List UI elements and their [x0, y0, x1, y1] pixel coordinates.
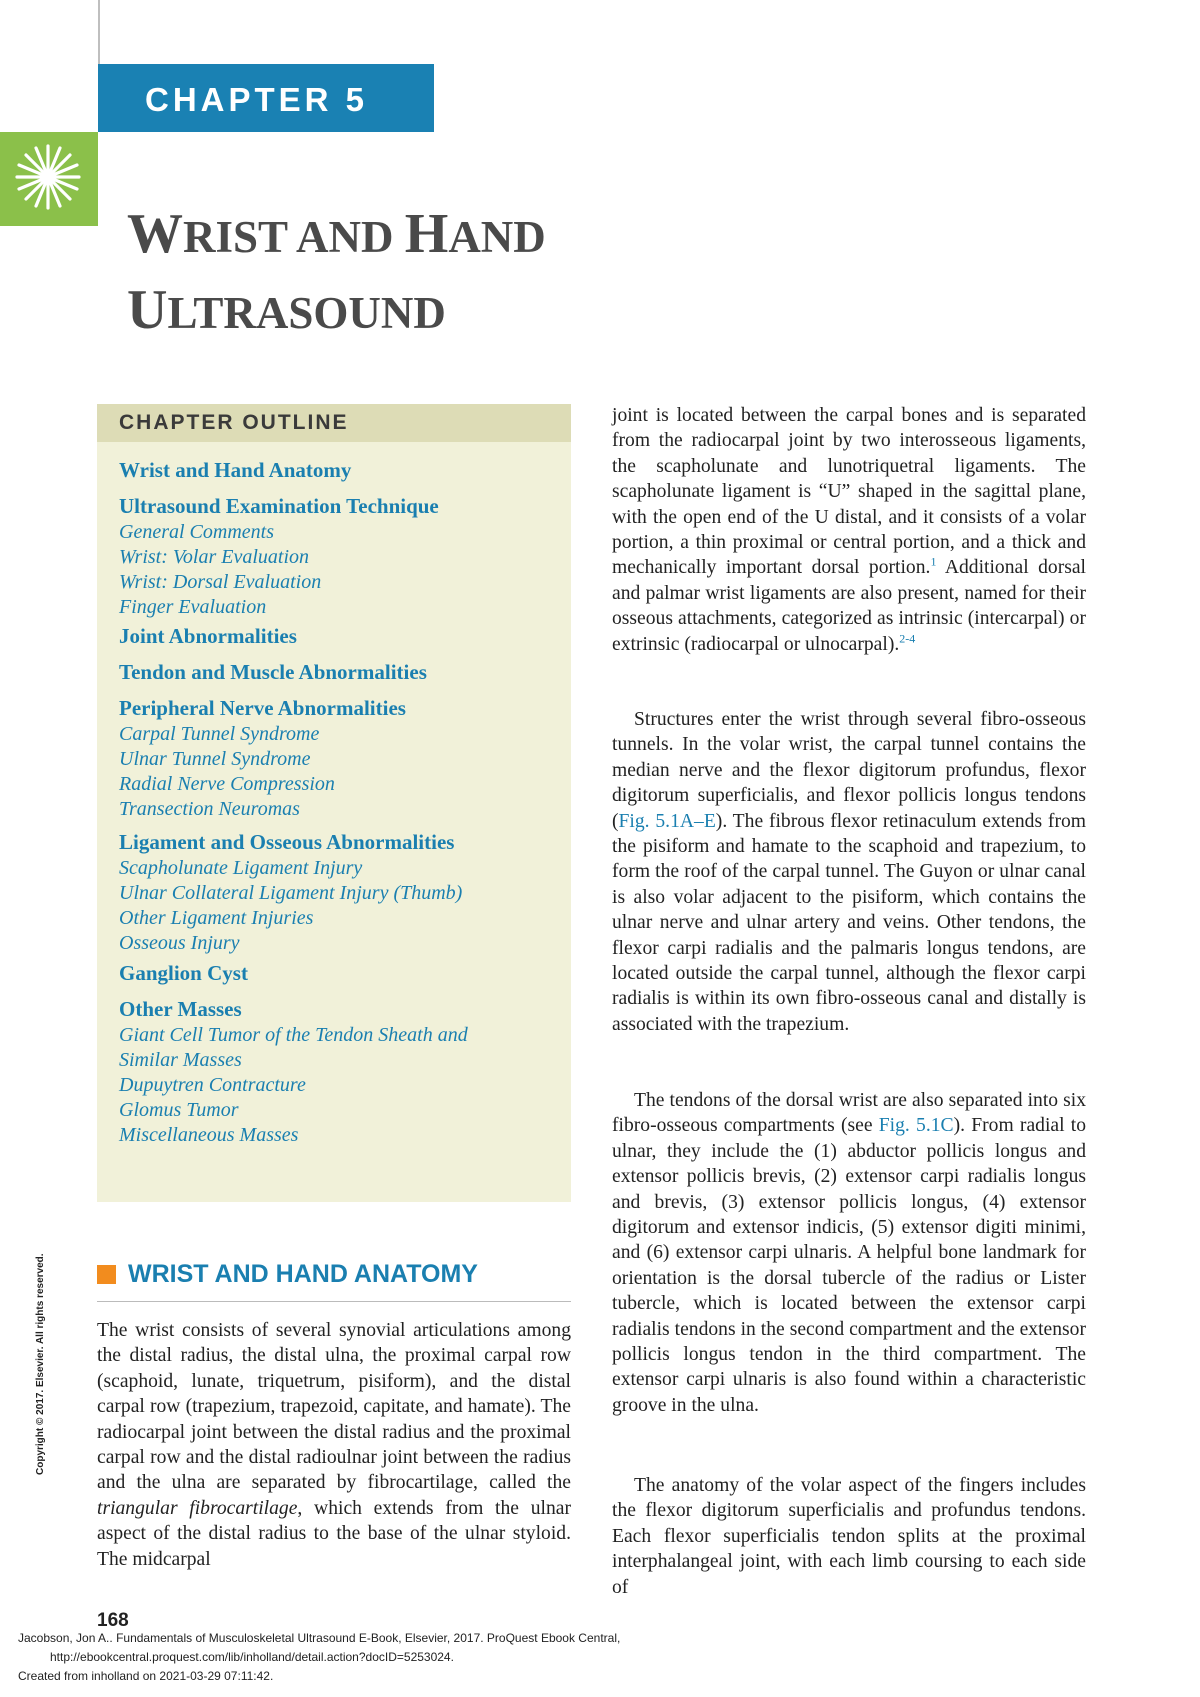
chapter-star-icon-box: [0, 132, 98, 226]
outline-subitem[interactable]: Similar Masses: [119, 1049, 242, 1071]
outline-subitem[interactable]: Carpal Tunnel Syndrome: [119, 723, 320, 745]
outline-subitem[interactable]: Giant Cell Tumor of the Tendon Sheath and: [119, 1024, 468, 1046]
emphasized-term: triangular fibrocartilage: [97, 1497, 298, 1519]
body-paragraph: The tendons of the dorsal wrist are also separated into six fibro-osseous compartments (see Fig. 5.1C). From radial to ulnar, they include the (1) abductor pollicis longus and extensor pollicis brevis, (2) extensor carpi radialis longus and brevis, (3) extensor pollicis longus, (4) extensor digitorum and extensor indicis, (5) extensor digiti minimi, and (6) extensor carpi ulnaris. A helpful bone landmark for orientation is the dorsal tubercle of the radius or Lister tubercle, which is located between the extensor carpi radialis tendons in the second compartment and the extensor pollicis longus tendon in the third compartment. The extensor carpi ulnaris is also found within a characteristic groove in the ulna.: [612, 1090, 1086, 1416]
outline-subitem[interactable]: Scapholunate Ligament Injury: [119, 857, 363, 879]
figure-link[interactable]: Fig. 5.1A–E: [618, 810, 716, 832]
section-heading: WRIST AND HAND ANATOMY: [128, 1260, 478, 1288]
body-paragraph: joint is located between the carpal bones and is separated from the radiocarpal joint by two interosseous ligaments, the scapholunate and lunotriquetral ligaments. The scapholunate ligament is “U” shaped in the sagittal plane, with the open end of the U distal, and it consists of a volar portion, a thin proximal or central portion, and a thick and mechanically important dorsal portion.$^1$ Additional dorsal and palmar wrist ligaments are also present, named for their osseous attachments, categorized as intrinsic (intercarpal) or extrinsic (radiocarpal or ulnocarpal).$^{2-4}$: [612, 405, 1086, 655]
page-number: 168: [97, 1610, 129, 1631]
section-divider: [97, 1301, 571, 1302]
citation-line: Jacobson, Jon A.. Fundamentals of Musculoskeletal Ultrasound E-Book, Elsevier, 2017. ProQuest Ebook Central,: [18, 1631, 621, 1645]
body-paragraph: The wrist consists of several synovial articulations among the distal radius, the distal ulna, the proximal carpal row (scaphoid, lunate, triquetrum, pisiform), and the distal carpal row (trapezium, trapezoid, capitate, and hamate). The radiocarpal joint between the distal radius and the proximal carpal row and the distal radioulnar joint between the radius and the ulna are separated by fibrocartilage, called the triangular fibrocartilage, which extends from the ulnar aspect of the distal radius to the base of the ulnar styloid. The midcarpal: [97, 1320, 571, 1570]
outline-subitem[interactable]: Osseous Injury: [119, 932, 240, 954]
outline-subitem[interactable]: Other Ligament Injuries: [119, 907, 314, 929]
outline-item[interactable]: Wrist and Hand Anatomy: [119, 458, 352, 482]
created-from-line: Created from inholland on 2021-03-29 07:11:42.: [18, 1669, 274, 1683]
outline-item[interactable]: Ultrasound Examination Technique: [119, 494, 439, 518]
outline-subitem[interactable]: Wrist: Volar Evaluation: [119, 546, 309, 568]
reference-superscript[interactable]: 2-4: [899, 631, 916, 646]
outline-item[interactable]: Peripheral Nerve Abnormalities: [119, 696, 406, 720]
outline-subitem[interactable]: Dupuytren Contracture: [119, 1074, 306, 1096]
outline-subitem[interactable]: Miscellaneous Masses: [119, 1124, 299, 1146]
outline-item[interactable]: Other Masses: [119, 997, 242, 1021]
outline-subitem[interactable]: Ulnar Collateral Ligament Injury (Thumb): [119, 882, 463, 904]
outline-subitem[interactable]: Radial Nerve Compression: [119, 773, 335, 795]
outline-item[interactable]: Joint Abnormalities: [119, 624, 297, 648]
figure-link[interactable]: Fig. 5.1C: [878, 1115, 954, 1137]
header-vertical-rule: [98, 0, 100, 70]
chapter-title-line-1: WRIST AND HAND: [127, 203, 546, 265]
section-marker: [97, 1265, 116, 1284]
star-icon: [0, 132, 98, 226]
chapter-outline-title: CHAPTER OUTLINE: [119, 411, 349, 434]
outline-subitem[interactable]: General Comments: [119, 521, 274, 543]
outline-item[interactable]: Ganglion Cyst: [119, 961, 248, 985]
outline-subitem[interactable]: Wrist: Dorsal Evaluation: [119, 571, 322, 593]
citation-url[interactable]: http://ebookcentral.proquest.com/lib/inholland/detail.action?docID=5253024.: [50, 1650, 454, 1664]
chapter-label: CHAPTER 5: [145, 81, 369, 118]
chapter-title-line-2: ULTRASOUND: [127, 279, 446, 341]
outline-subitem[interactable]: Ulnar Tunnel Syndrome: [119, 748, 311, 770]
outline-subitem[interactable]: Transection Neuromas: [119, 798, 300, 820]
outline-item[interactable]: Tendon and Muscle Abnormalities: [119, 660, 427, 684]
copyright-notice: Copyright © 2017. Elsevier. All rights reserved.: [35, 1253, 46, 1475]
reference-superscript[interactable]: 1: [930, 554, 937, 569]
body-paragraph: Structures enter the wrist through several fibro-osseous tunnels. In the volar wrist, the carpal tunnel contains the median nerve and the flexor digitorum profundus, flexor digitorum superficialis, and flexor pollicis longus tendons (Fig. 5.1A–E). The fibrous flexor retinaculum extends from the pisiform and hamate to the scaphoid and trapezium, to form the roof of the carpal tunnel. The Guyon or ulnar canal is also volar adjacent to the pisiform, which contains the ulnar nerve and ulnar artery and veins. Other tendons, the flexor carpi radialis and the palmaris longus tendons, are located outside the carpal tunnel, although the flexor carpi radialis is within its own fibro-osseous canal and distally is associated with the trapezium.: [612, 709, 1087, 1035]
body-paragraph: The anatomy of the volar aspect of the fingers includes the flexor digitorum superficialis and profundus tendons. Each flexor superficialis tendon splits at the proximal interphalangeal joint, with each limb coursing to each side of: [612, 1475, 1086, 1598]
outline-item[interactable]: Ligament and Osseous Abnormalities: [119, 830, 455, 854]
chapter-outline-box: [97, 404, 571, 1202]
outline-subitem[interactable]: Finger Evaluation: [119, 596, 267, 618]
outline-subitem[interactable]: Glomus Tumor: [119, 1099, 239, 1121]
